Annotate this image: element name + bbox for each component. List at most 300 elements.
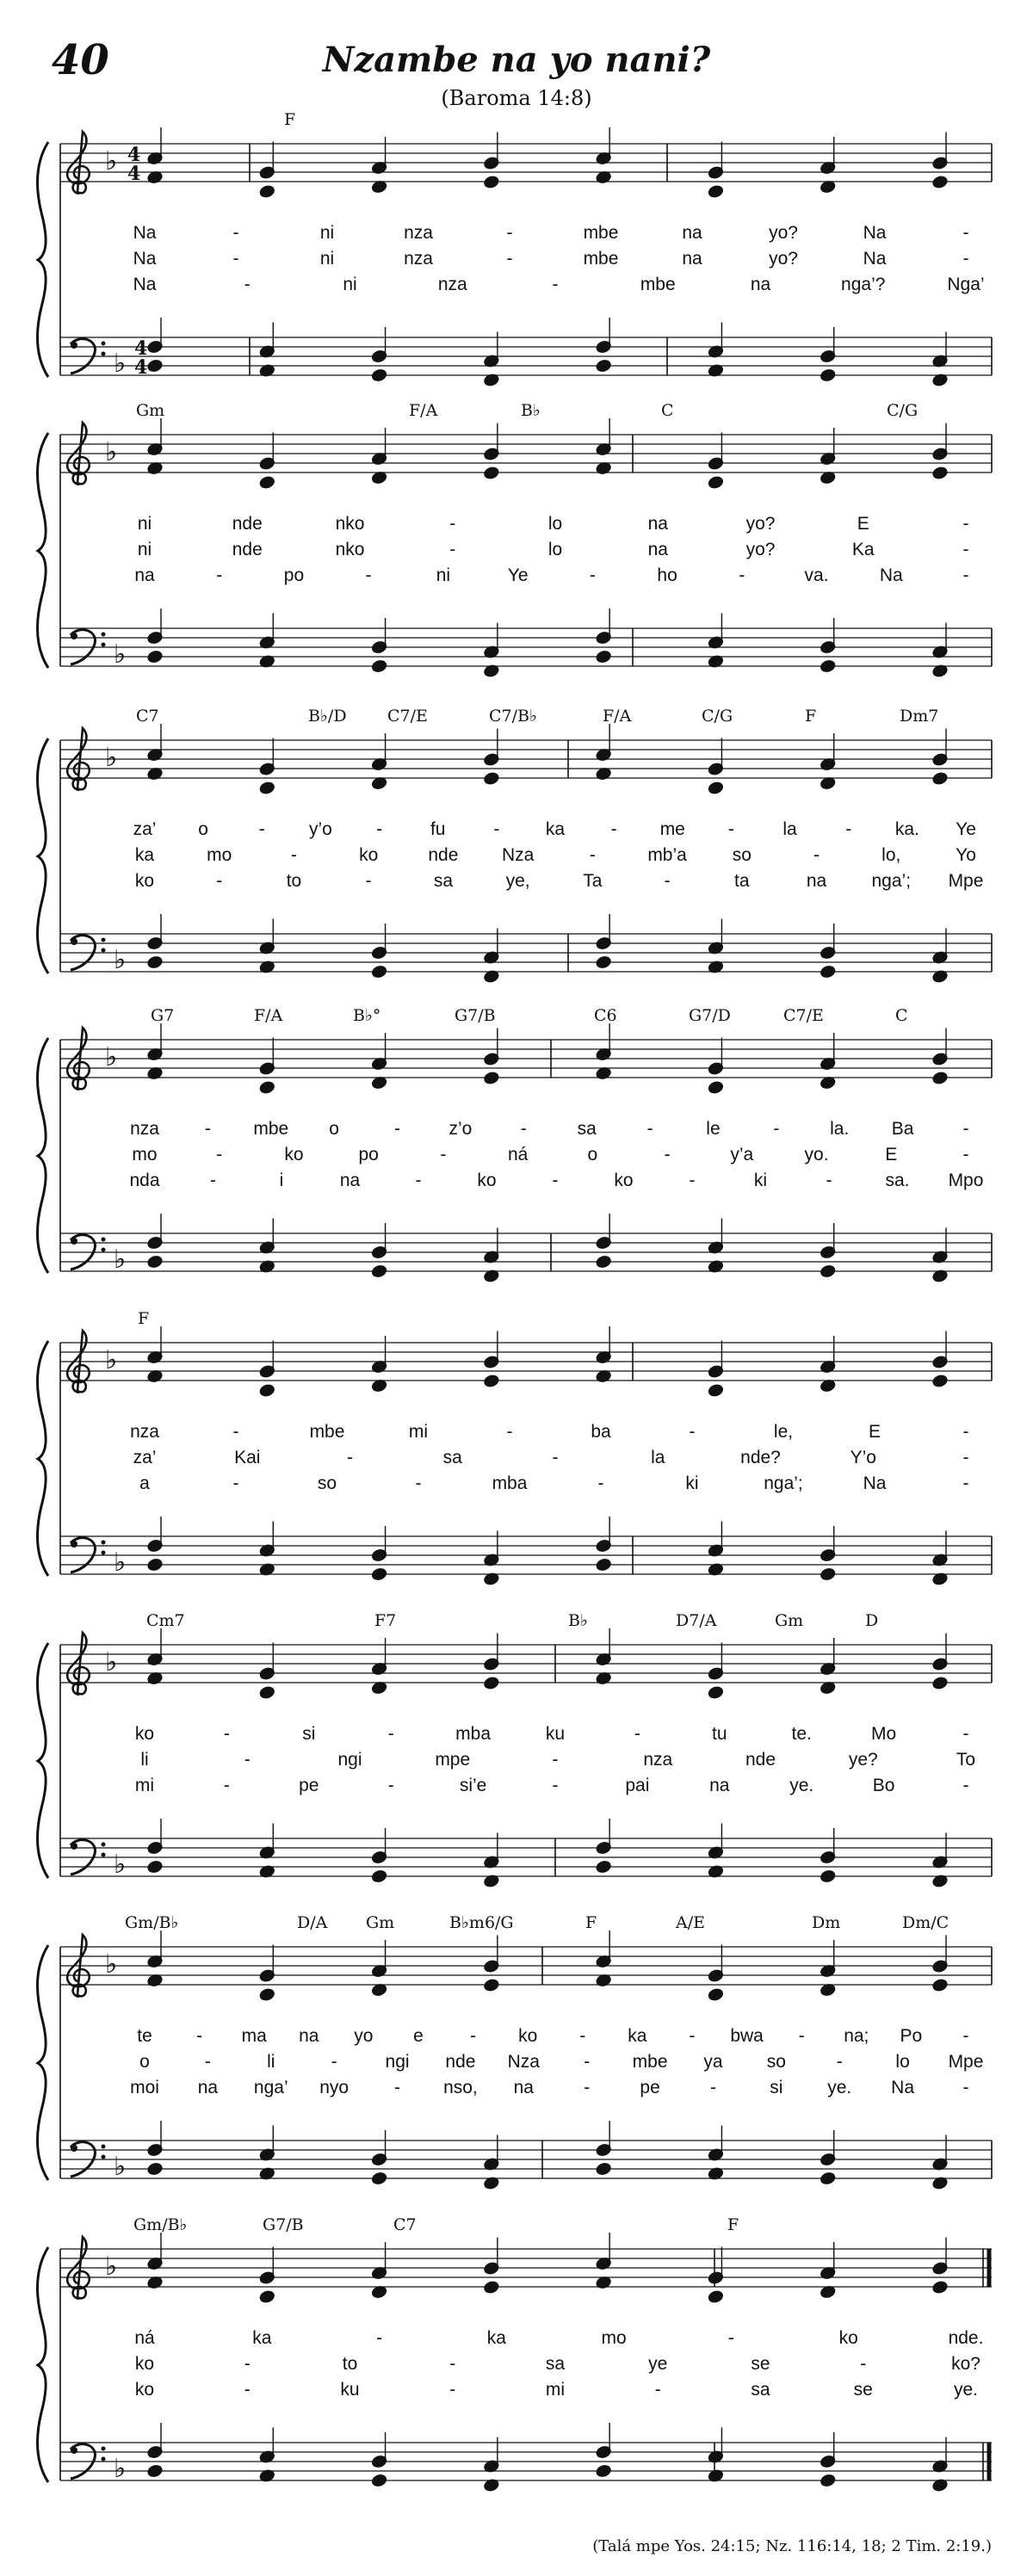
system-brace bbox=[38, 738, 49, 973]
lyric-syllable-verse-3: - bbox=[387, 1776, 394, 1795]
lyric-syllable-verse-2: Yo bbox=[956, 845, 976, 865]
lyric-syllable-verse-1: E bbox=[857, 514, 869, 534]
lyric-syllable-verse-1: - bbox=[196, 2026, 203, 2046]
alto-note-head bbox=[483, 771, 499, 785]
key-signature-flat: ♭ bbox=[105, 146, 118, 176]
alto-note-head bbox=[708, 1987, 724, 2001]
chord-symbol: F/A bbox=[254, 1006, 283, 1025]
time-signature-bottom: 4 bbox=[134, 356, 148, 379]
chord-symbol: A/E bbox=[676, 1913, 705, 1932]
alto-note-head bbox=[483, 1071, 499, 1084]
lyric-syllable-verse-3: pe bbox=[299, 1776, 319, 1795]
bass-clef-dot bbox=[71, 633, 77, 639]
system-brace bbox=[38, 1038, 49, 1273]
lyric-syllable-verse-3: ye. bbox=[789, 1776, 814, 1795]
lyric-syllable-verse-2: ye? bbox=[848, 1750, 878, 1770]
lyric-syllable-verse-3: sa bbox=[433, 871, 454, 891]
bass-note-head bbox=[371, 659, 387, 673]
lyric-syllable-verse-2: - bbox=[589, 845, 596, 865]
chord-symbol: F bbox=[138, 1309, 150, 1328]
lyric-syllable-verse-3: - bbox=[597, 1473, 604, 1493]
lyric-syllable-verse-2: so bbox=[766, 2052, 786, 2072]
chord-symbol: Gm/B♭ bbox=[125, 1913, 179, 1932]
lyric-syllable-verse-3: - bbox=[415, 1171, 422, 1190]
lyric-syllable-verse-2: sa bbox=[442, 1448, 462, 1467]
lyric-syllable-verse-2: - bbox=[552, 1750, 559, 1770]
bass-note-head bbox=[371, 1869, 387, 1883]
lyric-syllable-verse-3: - bbox=[664, 871, 671, 891]
lyric-syllable-verse-2: To bbox=[956, 1750, 976, 1770]
lyric-syllable-verse-1: - bbox=[962, 223, 969, 243]
bass-note-head bbox=[820, 2171, 836, 2185]
lyric-syllable-verse-2: Nza bbox=[501, 845, 535, 865]
alto-note-head bbox=[708, 1685, 724, 1699]
bass-clef-dot bbox=[71, 938, 77, 945]
chord-symbol: Dm7 bbox=[900, 707, 939, 726]
lyric-syllable-verse-2: y’a bbox=[730, 1145, 754, 1164]
alto-note-head bbox=[931, 2280, 948, 2294]
lyric-syllable-verse-3: to bbox=[286, 871, 302, 891]
bass-clef-dot bbox=[71, 1541, 77, 1547]
key-signature-flat: ♭ bbox=[105, 437, 118, 467]
lyric-syllable-verse-1: ko bbox=[838, 2328, 858, 2348]
chord-symbol: C/G bbox=[702, 707, 733, 726]
key-signature-flat: ♭ bbox=[114, 2454, 127, 2484]
hymn-number: 40 bbox=[52, 36, 109, 84]
lyric-syllable-verse-2: nde bbox=[428, 845, 459, 865]
bass-clef-dot bbox=[102, 352, 106, 356]
lyric-syllable-verse-1: - bbox=[689, 2026, 696, 2046]
lyric-syllable-verse-3: ki bbox=[753, 1171, 768, 1190]
chord-symbol: C7/E bbox=[783, 1006, 824, 1025]
lyric-syllable-verse-1: o bbox=[198, 819, 208, 839]
lyric-syllable-verse-3: - bbox=[365, 565, 372, 585]
chord-symbol: F bbox=[284, 110, 296, 129]
lyric-syllable-verse-1: ko bbox=[134, 1724, 155, 1744]
lyric-syllable-verse-1: - bbox=[962, 1422, 969, 1442]
bass-clef-dot bbox=[102, 1843, 106, 1847]
lyric-syllable-verse-2: se bbox=[751, 2354, 770, 2374]
lyric-syllable-verse-3: mi bbox=[134, 1776, 155, 1795]
lyric-syllable-verse-1: - bbox=[962, 514, 969, 534]
lyric-syllable-verse-1: ko bbox=[518, 2026, 538, 2046]
lyric-syllable-verse-3: Na bbox=[133, 275, 157, 294]
lyric-syllable-verse-2: po bbox=[358, 1145, 379, 1164]
lyric-syllable-verse-2: Kai bbox=[234, 1448, 261, 1467]
lyric-syllable-verse-1: - bbox=[727, 819, 734, 839]
key-signature-flat: ♭ bbox=[105, 2252, 118, 2282]
lyric-syllable-verse-3: se bbox=[853, 2380, 873, 2400]
lyric-syllable-verse-1: na bbox=[299, 2026, 319, 2046]
lyric-syllable-verse-1: ka bbox=[545, 819, 566, 839]
bass-note-head bbox=[596, 359, 612, 373]
lyric-syllable-verse-1: Ba bbox=[891, 1119, 914, 1139]
lyric-syllable-verse-3: - bbox=[552, 1171, 559, 1190]
lyric-syllable-verse-2: Na bbox=[863, 249, 887, 269]
lyric-syllable-verse-2: - bbox=[813, 845, 820, 865]
alto-note-head bbox=[483, 1676, 499, 1690]
chord-symbol: Dm bbox=[812, 1913, 841, 1932]
lyric-syllable-verse-1: ni bbox=[137, 514, 152, 534]
lyric-syllable-verse-3: sa bbox=[751, 2380, 770, 2400]
bass-clef-dot bbox=[102, 948, 106, 953]
lyric-syllable-verse-1: bwa bbox=[730, 2026, 764, 2046]
alto-note-head bbox=[708, 1080, 724, 1094]
key-signature-flat: ♭ bbox=[114, 1850, 127, 1880]
system-brace bbox=[38, 433, 49, 668]
lyric-syllable-verse-1: E bbox=[868, 1422, 881, 1442]
lyric-syllable-verse-3: na bbox=[134, 565, 155, 585]
alto-note-head bbox=[708, 475, 724, 489]
chord-symbol: B♭m6/G bbox=[449, 1913, 514, 1932]
alto-note-head bbox=[259, 1987, 275, 2001]
lyric-syllable-verse-3: nga’ bbox=[253, 2078, 288, 2097]
lyric-syllable-verse-1: Ye bbox=[956, 819, 976, 839]
lyric-syllable-verse-1: - bbox=[506, 1422, 513, 1442]
system-brace bbox=[38, 1643, 49, 1878]
bass-note-head bbox=[146, 1255, 163, 1269]
lyric-syllable-verse-2: - bbox=[440, 1145, 447, 1164]
lyric-syllable-verse-3: na bbox=[197, 2078, 219, 2097]
lyric-syllable-verse-1: ba bbox=[591, 1422, 611, 1442]
lyric-syllable-verse-3: nga’; bbox=[871, 871, 912, 891]
bass-note-head bbox=[146, 650, 163, 664]
lyric-syllable-verse-3: nga’? bbox=[841, 275, 886, 294]
lyric-syllable-verse-2: - bbox=[244, 2354, 251, 2374]
lyric-syllable-verse-2: Nza bbox=[507, 2052, 540, 2072]
bass-clef-dot bbox=[71, 1238, 77, 1245]
alto-note-head bbox=[708, 2289, 724, 2303]
chord-symbol: C6 bbox=[594, 1006, 617, 1025]
lyric-syllable-verse-3: mba bbox=[492, 1473, 528, 1493]
lyric-syllable-verse-1: z’o bbox=[448, 1119, 473, 1139]
lyric-syllable-verse-3: - bbox=[962, 1776, 969, 1795]
lyric-syllable-verse-3: - bbox=[962, 2078, 969, 2097]
bass-note-head bbox=[596, 1558, 612, 1572]
chord-symbol: B♭ bbox=[521, 401, 541, 420]
lyric-syllable-verse-2: - bbox=[962, 1448, 969, 1467]
lyric-syllable-verse-1: - bbox=[394, 1119, 401, 1139]
lyric-syllable-verse-2: li bbox=[267, 2052, 275, 2072]
lyric-syllable-verse-1: fu bbox=[430, 819, 446, 839]
lyric-syllable-verse-3: pe bbox=[640, 2078, 660, 2097]
bass-note-head bbox=[820, 368, 836, 382]
lyric-syllable-verse-1: mbe bbox=[253, 1119, 289, 1139]
bass-clef-dot bbox=[71, 342, 77, 349]
lyric-syllable-verse-2: mbe bbox=[632, 2052, 668, 2072]
chord-symbol: C7/B♭ bbox=[489, 707, 537, 726]
lyric-syllable-verse-1: mo bbox=[601, 2328, 627, 2348]
key-signature-flat: ♭ bbox=[105, 743, 118, 773]
lyric-syllable-verse-1: - bbox=[579, 2026, 586, 2046]
bass-note-head bbox=[146, 2162, 163, 2176]
bass-clef-dot bbox=[102, 1853, 106, 1857]
lyric-syllable-verse-3: Ye bbox=[507, 565, 529, 585]
lyric-syllable-verse-2: mpe bbox=[435, 1750, 471, 1770]
lyric-syllable-verse-2: - bbox=[962, 1145, 969, 1164]
lyric-syllable-verse-3: Mpo bbox=[948, 1171, 984, 1190]
lyric-syllable-verse-3: si’e bbox=[459, 1776, 487, 1795]
lyric-syllable-verse-3: nda bbox=[129, 1171, 160, 1190]
chord-symbol: F bbox=[727, 2215, 739, 2234]
alto-note-head bbox=[483, 2280, 499, 2294]
bass-clef-dot bbox=[71, 1843, 77, 1850]
chord-symbol: D/A bbox=[297, 1913, 328, 1932]
lyric-syllable-verse-3: sa. bbox=[885, 1171, 910, 1190]
lyric-syllable-verse-3: - bbox=[826, 1171, 832, 1190]
lyric-syllable-verse-2: ni bbox=[137, 540, 152, 559]
alto-note-head bbox=[931, 175, 948, 188]
lyric-syllable-verse-3: Nga’ bbox=[947, 275, 985, 294]
lyric-syllable-verse-2: mb’a bbox=[647, 845, 687, 865]
lyric-syllable-verse-1: mi bbox=[408, 1422, 429, 1442]
lyric-syllable-verse-3: - bbox=[216, 565, 223, 585]
lyric-syllable-verse-3: ko bbox=[134, 2380, 155, 2400]
lyric-syllable-verse-1: Po bbox=[900, 2026, 923, 2046]
lyric-syllable-verse-2: - bbox=[449, 2354, 456, 2374]
lyric-syllable-verse-1: lo bbox=[547, 514, 563, 534]
lyric-syllable-verse-1: - bbox=[449, 514, 456, 534]
alto-note-head bbox=[259, 781, 275, 794]
lyric-syllable-verse-1: ná bbox=[134, 2328, 155, 2348]
lyric-syllable-verse-3: na bbox=[709, 1776, 730, 1795]
lyric-syllable-verse-1: yo? bbox=[745, 514, 776, 534]
lyric-syllable-verse-2: na bbox=[682, 249, 702, 269]
lyric-syllable-verse-3: nyo bbox=[319, 2078, 349, 2097]
lyric-syllable-verse-1: yo bbox=[354, 2026, 374, 2046]
lyric-syllable-verse-2: - bbox=[290, 845, 297, 865]
key-signature-flat: ♭ bbox=[114, 349, 127, 379]
lyric-syllable-verse-3: na bbox=[513, 2078, 534, 2097]
lyric-syllable-verse-1: o bbox=[329, 1119, 339, 1139]
bass-clef-dot bbox=[102, 938, 106, 942]
alto-note-head bbox=[931, 1374, 948, 1387]
lyric-syllable-verse-3: so bbox=[317, 1473, 337, 1493]
lyric-syllable-verse-1: - bbox=[232, 223, 239, 243]
lyric-syllable-verse-3: - bbox=[232, 1473, 239, 1493]
lyric-syllable-verse-2: - bbox=[552, 1448, 559, 1467]
lyric-syllable-verse-1: y’o bbox=[308, 819, 332, 839]
time-signature-top: 4 bbox=[127, 144, 141, 166]
lyric-syllable-verse-3: ye, bbox=[505, 871, 530, 891]
lyric-syllable-verse-2: mo bbox=[207, 845, 232, 865]
lyric-syllable-verse-2: yo. bbox=[804, 1145, 829, 1164]
lyric-syllable-verse-1: ni bbox=[319, 223, 335, 243]
lyric-syllable-verse-3: ho bbox=[657, 565, 677, 585]
bass-note-head bbox=[820, 659, 836, 673]
lyric-syllable-verse-3: ni bbox=[343, 275, 357, 294]
lyric-syllable-verse-2: ka bbox=[134, 845, 155, 865]
lyric-syllable-verse-2: - bbox=[331, 2052, 337, 2072]
lyric-syllable-verse-3: - bbox=[244, 2380, 251, 2400]
alto-note-head bbox=[259, 2289, 275, 2303]
lyric-syllable-verse-2: Y’o bbox=[850, 1448, 876, 1467]
bass-note-head bbox=[596, 2464, 612, 2478]
lyric-syllable-verse-1: - bbox=[962, 1119, 969, 1139]
chord-symbol: B♭ bbox=[568, 1611, 588, 1630]
chord-symbol: Gm/B♭ bbox=[133, 2215, 188, 2234]
lyric-syllable-verse-3: ye. bbox=[827, 2078, 852, 2097]
lyric-syllable-verse-1: la bbox=[782, 819, 797, 839]
bass-clef-dot bbox=[102, 2145, 106, 2149]
lyric-syllable-verse-2: - bbox=[584, 2052, 591, 2072]
lyric-syllable-verse-3: - bbox=[589, 565, 596, 585]
bass-clef-dot bbox=[102, 1248, 106, 1252]
bass-clef-dot bbox=[102, 643, 106, 647]
time-signature-bottom: 4 bbox=[127, 163, 141, 185]
chord-symbol: F7 bbox=[374, 1611, 397, 1630]
lyric-syllable-verse-2: - bbox=[962, 249, 969, 269]
lyric-syllable-verse-2: li bbox=[140, 1750, 149, 1770]
alto-note-head bbox=[483, 1374, 499, 1387]
lyric-syllable-verse-1: na bbox=[647, 514, 668, 534]
chord-symbol: D bbox=[865, 1611, 879, 1630]
lyric-syllable-verse-2: ko bbox=[284, 1145, 304, 1164]
lyric-syllable-verse-1: - bbox=[634, 1724, 640, 1744]
lyric-syllable-verse-2: ko bbox=[134, 2354, 155, 2374]
scripture-reference: (Baroma 14:8) bbox=[441, 86, 592, 110]
lyric-syllable-verse-2: nko bbox=[335, 540, 365, 559]
lyric-syllable-verse-2: ko bbox=[359, 845, 379, 865]
lyric-syllable-verse-2: Ka bbox=[851, 540, 875, 559]
alto-note-head bbox=[483, 466, 499, 479]
system-brace bbox=[38, 1945, 49, 2180]
lyric-syllable-verse-3: Bo bbox=[872, 1776, 895, 1795]
lyric-syllable-verse-3: i bbox=[279, 1171, 284, 1190]
bass-note-head bbox=[371, 368, 387, 382]
lyric-syllable-verse-3: nza bbox=[437, 275, 467, 294]
bass-note-head bbox=[146, 1558, 163, 1572]
bass-clef-dot bbox=[102, 2447, 106, 2451]
key-signature-flat: ♭ bbox=[114, 1245, 127, 1275]
lyric-syllable-verse-1: - bbox=[646, 1119, 653, 1139]
chord-symbol: C7 bbox=[136, 707, 159, 726]
lyric-syllable-verse-1: - bbox=[376, 2328, 383, 2348]
bass-clef-dot bbox=[102, 342, 106, 346]
lyric-syllable-verse-1: - bbox=[798, 2026, 805, 2046]
lyric-syllable-verse-2: - bbox=[506, 249, 513, 269]
lyric-syllable-verse-2: o bbox=[587, 1145, 598, 1164]
lyric-syllable-verse-2: ya bbox=[703, 2052, 723, 2072]
bass-note-head bbox=[146, 359, 163, 373]
lyric-syllable-verse-3: - bbox=[365, 871, 372, 891]
lyric-syllable-verse-2: E bbox=[885, 1145, 898, 1164]
lyric-syllable-verse-1: nza bbox=[130, 1422, 159, 1442]
lyric-syllable-verse-2: ni bbox=[319, 249, 335, 269]
lyric-syllable-verse-3: va. bbox=[804, 565, 829, 585]
lyric-syllable-verse-2: nde bbox=[445, 2052, 476, 2072]
lyric-syllable-verse-1: - bbox=[223, 1724, 230, 1744]
alto-note-head bbox=[931, 466, 948, 479]
lyric-syllable-verse-3: - bbox=[210, 1171, 216, 1190]
bass-note-head bbox=[820, 1567, 836, 1581]
hymn-title: Nzambe na yo nani? bbox=[322, 40, 711, 80]
alto-note-head bbox=[708, 184, 724, 198]
chord-symbol: C bbox=[895, 1006, 908, 1025]
chord-symbol: B♭/D bbox=[308, 707, 347, 726]
key-signature-flat: ♭ bbox=[114, 639, 127, 670]
lyric-syllable-verse-2: za’ bbox=[133, 1448, 157, 1467]
lyric-syllable-verse-3: - bbox=[689, 1171, 696, 1190]
lyric-syllable-verse-2: lo bbox=[895, 2052, 910, 2072]
alto-note-head bbox=[931, 1071, 948, 1084]
bass-clef-dot bbox=[102, 1551, 106, 1555]
key-signature-flat: ♭ bbox=[114, 1547, 127, 1578]
lyric-syllable-verse-2: nde bbox=[745, 1750, 776, 1770]
alto-note-head bbox=[708, 1383, 724, 1397]
alto-note-head bbox=[259, 1383, 275, 1397]
chord-symbol: Gm bbox=[136, 401, 165, 420]
bass-clef-dot bbox=[102, 2457, 106, 2462]
bass-note-head bbox=[146, 1860, 163, 1874]
lyric-syllable-verse-1: na bbox=[682, 223, 702, 243]
alto-note-head bbox=[259, 475, 275, 489]
lyric-syllable-verse-1: mbe bbox=[309, 1422, 345, 1442]
chord-symbol: Dm/C bbox=[902, 1913, 949, 1932]
bass-note-head bbox=[371, 1264, 387, 1278]
lyric-syllable-verse-3: ki bbox=[685, 1473, 699, 1493]
lyric-syllable-verse-3: - bbox=[584, 2078, 591, 2097]
lyric-syllable-verse-1: mba bbox=[455, 1724, 492, 1744]
chord-symbol: G7 bbox=[151, 1006, 175, 1025]
lyric-syllable-verse-1: - bbox=[387, 1724, 394, 1744]
lyric-syllable-verse-2: nde? bbox=[740, 1448, 781, 1467]
lyric-syllable-verse-1: nza bbox=[130, 1119, 159, 1139]
lyric-syllable-verse-3: a bbox=[139, 1473, 150, 1493]
lyric-syllable-verse-2: ngi bbox=[337, 1750, 362, 1770]
lyric-syllable-verse-1: nza bbox=[404, 223, 433, 243]
lyric-syllable-verse-2: yo? bbox=[745, 540, 776, 559]
lyric-syllable-verse-2: yo? bbox=[769, 249, 798, 269]
lyric-syllable-verse-1: me bbox=[659, 819, 685, 839]
lyric-syllable-verse-3: - bbox=[449, 2380, 456, 2400]
lyric-syllable-verse-1: Mo bbox=[871, 1724, 897, 1744]
bass-note-head bbox=[820, 1869, 836, 1883]
lyric-syllable-verse-1: - bbox=[376, 819, 383, 839]
lyric-syllable-verse-1: yo? bbox=[769, 223, 798, 243]
bass-clef-dot bbox=[102, 1541, 106, 1545]
lyric-syllable-verse-3: ku bbox=[340, 2380, 360, 2400]
lyric-syllable-verse-1: le, bbox=[773, 1422, 794, 1442]
lyric-syllable-verse-2: ko? bbox=[951, 2354, 980, 2374]
lyric-syllable-verse-1: - bbox=[773, 1119, 780, 1139]
lyric-syllable-verse-2: - bbox=[216, 1145, 223, 1164]
bass-note-head bbox=[146, 955, 163, 969]
bass-note-head bbox=[820, 965, 836, 979]
lyric-syllable-verse-2: sa bbox=[545, 2354, 566, 2374]
lyric-syllable-verse-2: nza bbox=[404, 249, 433, 269]
lyric-syllable-verse-3: Na bbox=[863, 1473, 887, 1493]
chord-symbol: Cm7 bbox=[146, 1611, 185, 1630]
lyric-syllable-verse-1: nko bbox=[335, 514, 365, 534]
chord-symbol: G7/B bbox=[263, 2215, 304, 2234]
lyric-syllable-verse-1: te. bbox=[791, 1724, 812, 1744]
time-signature-top: 4 bbox=[134, 337, 148, 360]
lyric-syllable-verse-1: - bbox=[506, 223, 513, 243]
lyric-syllable-verse-3: - bbox=[244, 275, 251, 294]
lyric-syllable-verse-3: moi bbox=[130, 2078, 159, 2097]
lyric-syllable-verse-2: ngi bbox=[385, 2052, 410, 2072]
bass-note-head bbox=[596, 1860, 612, 1874]
lyric-syllable-verse-2: ye bbox=[648, 2354, 668, 2374]
lyric-syllable-verse-1: Na bbox=[863, 223, 887, 243]
bass-note-head bbox=[371, 2474, 387, 2487]
lyric-syllable-verse-3: na bbox=[806, 871, 827, 891]
lyric-syllable-verse-3: - bbox=[739, 565, 745, 585]
bass-note-head bbox=[596, 650, 612, 664]
footer-references: (Talá mpe Yos. 24:15; Nz. 116:14, 18; 2 Tim. 2:19.) bbox=[592, 2537, 992, 2555]
lyric-syllable-verse-1: - bbox=[610, 819, 617, 839]
